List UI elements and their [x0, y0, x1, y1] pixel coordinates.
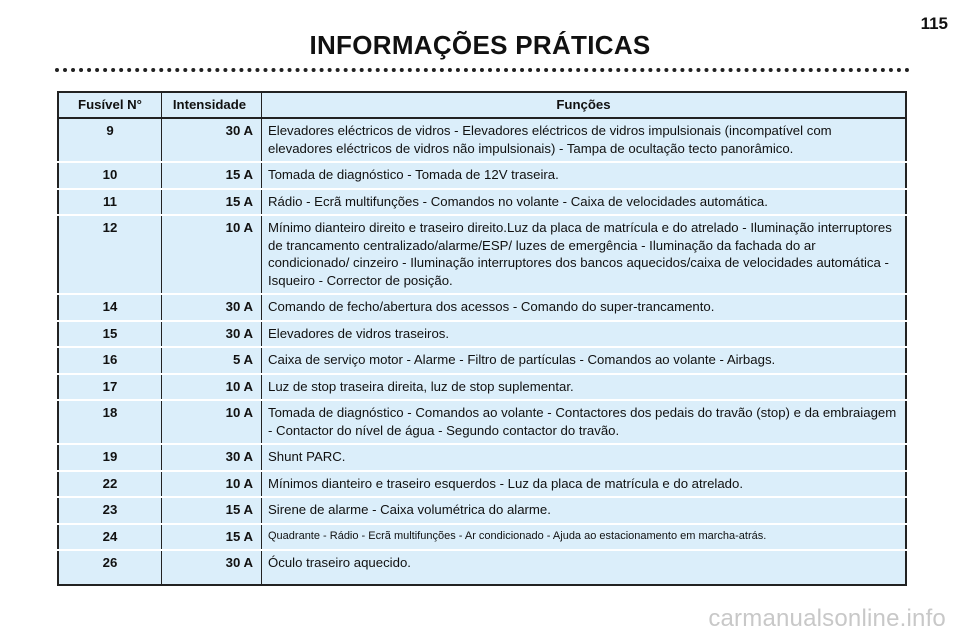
- title-divider: [55, 68, 910, 72]
- fuse-number: 26: [58, 550, 162, 585]
- table-row: [58, 497, 906, 524]
- column-header-fuse: Fusível N°: [58, 92, 162, 118]
- table-row: [58, 524, 906, 551]
- fuse-number: 12: [58, 215, 162, 294]
- page-number: 115: [920, 14, 948, 33]
- table-row: [58, 294, 906, 321]
- fuse-functions: Elevadores eléctricos de vidros - Elevadores eléctricos de vidros impulsionais (incompatível com elevadores eléctricos de vidros não impulsionais) - Tampa de ocultação tecto panorâmico.: [262, 118, 907, 162]
- fuse-number: 17: [58, 374, 162, 401]
- fuse-intensity: 30 A: [162, 294, 262, 321]
- fuse-number: 10: [58, 162, 162, 189]
- fuse-functions: Comando de fecho/abertura dos acessos - Comando do super-trancamento.: [262, 294, 907, 321]
- table-row: [58, 118, 906, 162]
- table-row: [58, 550, 906, 585]
- table-row: [58, 162, 906, 189]
- table-row: [58, 471, 906, 498]
- fuse-functions: Elevadores de vidros traseiros.: [262, 321, 907, 348]
- watermark: carmanualsonline.info: [708, 605, 946, 632]
- fuse-number: 14: [58, 294, 162, 321]
- fuse-functions: Mínimos dianteiro e traseiro esquerdos - Luz da placa de matrícula e do atrelado.: [262, 471, 907, 498]
- table-row: [58, 215, 906, 294]
- fuse-number: 24: [58, 524, 162, 551]
- table-row: [58, 400, 906, 444]
- fuse-number: 9: [58, 118, 162, 162]
- column-header-functions: Funções: [262, 92, 907, 118]
- fuse-intensity: 15 A: [162, 497, 262, 524]
- fuse-intensity: 15 A: [162, 162, 262, 189]
- fuse-functions: Tomada de diagnóstico - Tomada de 12V traseira.: [262, 162, 907, 189]
- fuse-functions: Quadrante - Rádio - Ecrã multifunções - Ar condicionado - Ajuda ao estacionamento em marcha-atrás.: [262, 524, 907, 551]
- fuse-number: 16: [58, 347, 162, 374]
- fuse-number: 11: [58, 189, 162, 216]
- fuse-functions: Shunt PARC.: [262, 444, 907, 471]
- fuse-intensity: 30 A: [162, 444, 262, 471]
- table-row: [58, 374, 906, 401]
- fuse-number: 15: [58, 321, 162, 348]
- fuse-number: 19: [58, 444, 162, 471]
- fuse-number: 18: [58, 400, 162, 444]
- fuse-intensity: 5 A: [162, 347, 262, 374]
- column-header-intensity: Intensidade: [162, 92, 262, 118]
- fuse-functions: Mínimo dianteiro direito e traseiro direito.Luz da placa de matrícula e do atrelado - Iluminação interruptores de trancamento centralizado/alarme/ESP/ luzes de emergência - Iluminação da fachada do ar condicionado/ cinzeiro - Iluminação interruptores dos bancos aquecidos/caixa de velocidades automática - Isqueiro - Corrector de posição.: [262, 215, 907, 294]
- table-header-row: [58, 92, 906, 118]
- fuse-intensity: 30 A: [162, 321, 262, 348]
- fuse-intensity: 15 A: [162, 189, 262, 216]
- fuse-table: [57, 91, 907, 586]
- table-row: [58, 321, 906, 348]
- fuse-intensity: 30 A: [162, 550, 262, 585]
- page-title: INFORMAÇÕES PRÁTICAS: [309, 30, 651, 60]
- fuse-number: 22: [58, 471, 162, 498]
- fuse-intensity: 10 A: [162, 400, 262, 444]
- fuse-functions: Óculo traseiro aquecido.: [268, 555, 411, 570]
- fuse-intensity: 15 A: [162, 524, 262, 551]
- fuse-number: 23: [58, 497, 162, 524]
- fuse-functions: Caixa de serviço motor - Alarme - Filtro de partículas - Comandos ao volante - Airbags.: [262, 347, 907, 374]
- table-row: [58, 347, 906, 374]
- table-row: [58, 189, 906, 216]
- fuse-functions: Rádio - Ecrã multifunções - Comandos no volante - Caixa de velocidades automática.: [262, 189, 907, 216]
- fuse-intensity: 30 A: [162, 118, 262, 162]
- fuse-intensity: 10 A: [162, 471, 262, 498]
- fuse-intensity: 10 A: [162, 374, 262, 401]
- fuse-functions: Luz de stop traseira direita, luz de stop suplementar.: [262, 374, 907, 401]
- fuse-functions: Tomada de diagnóstico - Comandos ao volante - Contactores dos pedais do travão (stop) e da embraiagem - Contactor do nível de água - Segundo contactor do travão.: [262, 400, 907, 444]
- fuse-intensity: 10 A: [162, 215, 262, 294]
- table-row: [58, 444, 906, 471]
- fuse-functions: Sirene de alarme - Caixa volumétrica do alarme.: [262, 497, 907, 524]
